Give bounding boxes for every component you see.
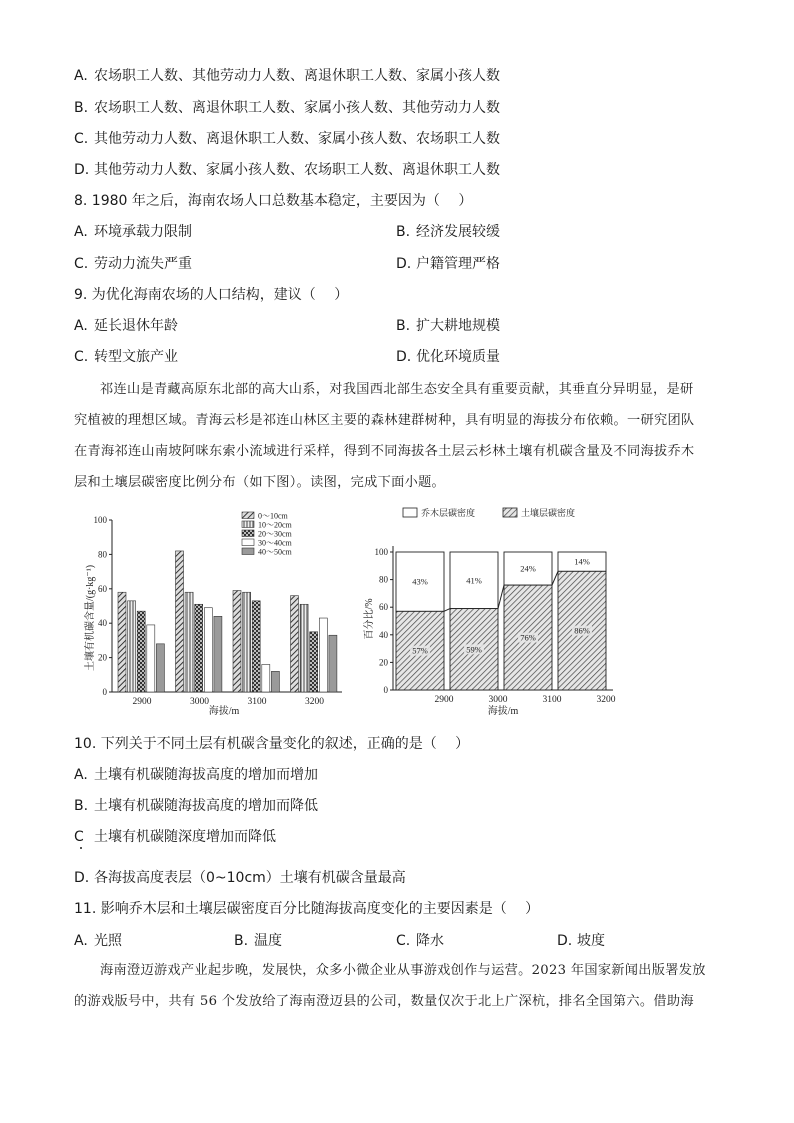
- chart1-bar: [137, 611, 145, 692]
- q9-option-d: D. 优化环境质量: [396, 349, 500, 365]
- chart2-x-tick-label: 3200: [596, 695, 616, 705]
- chart1-legend-swatch: [242, 512, 254, 519]
- chart1-legend-swatch: [242, 548, 254, 555]
- passage1-line-2: 究植被的理想区域。青海云杉是祁连山林区主要的森林建群树种，具有明显的海拔分布依赖。一研究团队: [74, 413, 695, 428]
- chart2-y-tick-label: 60: [379, 602, 388, 613]
- chart1-legend-swatch: [242, 521, 254, 528]
- chart2-y-tick-label: 100: [374, 547, 388, 557]
- q10-option-b: B. 土壤有机碳随海拔高度的增加而降低: [74, 798, 318, 814]
- chart2-tree-label: 24%: [520, 563, 536, 574]
- q9-option-a: A. 延长退休年龄: [74, 318, 178, 334]
- passage2-line-2: 的游戏版号中，共有 56 个发放给了海南澄迈县的公司，数量仅次于北上广深杭，排名全国第六。借助海: [74, 994, 694, 1009]
- chart1-bar: [185, 592, 193, 692]
- chart2-connector-line: [498, 585, 504, 608]
- q10-stem: 10. 下列关于不同土层有机碳含量变化的叙述，正确的是（ ）: [74, 736, 470, 752]
- chart1-y-tick-label: 60: [98, 583, 107, 594]
- chart1-bar: [300, 604, 308, 692]
- chart1-bar: [291, 596, 299, 692]
- chart1-x-tick-label: 3200: [305, 697, 324, 707]
- stray-mark: [80, 847, 82, 849]
- chart1-y-tick-label: 0: [102, 687, 107, 697]
- chart1-y-tick-label: 40: [98, 618, 107, 629]
- q7-option-c: C. 其他劳动力人数、离退休职工人数、家属小孩人数、农场职工人数: [74, 131, 500, 147]
- chart2-legend-label: 乔木层碳密度: [421, 508, 476, 518]
- chart2-x-tick-label: 3100: [542, 695, 562, 705]
- passage2-line-1: 海南澄迈游戏产业起步晚，发展快，众多小微企业从事游戏创作与运营。2023 年国家新闻出版署发放: [100, 963, 706, 978]
- chart2-legend-label: 土壤层碳密度: [521, 508, 576, 518]
- chart1-x-tick-label: 3000: [190, 697, 209, 707]
- chart1-bar: [319, 618, 327, 692]
- chart1-bar: [329, 635, 337, 692]
- chart1-legend-label: 10～20cm: [258, 520, 292, 530]
- carbon-density-percentage-chart: [363, 504, 619, 718]
- chart1-bar: [118, 592, 126, 692]
- q8-option-b: B. 经济发展较缓: [396, 224, 500, 240]
- q11-option-d: D. 坡度: [557, 933, 605, 949]
- chart1-legend-label: 0～10cm: [258, 511, 288, 521]
- chart2-legend-swatch: [403, 508, 417, 517]
- chart2-y-tick-label: 0: [383, 685, 388, 695]
- chart1-bar: [262, 664, 270, 692]
- soil-organic-carbon-chart: [84, 506, 354, 718]
- chart1-bar: [128, 601, 136, 692]
- q7-option-a: A. 农场职工人数、其他劳动力人数、离退休职工人数、家属小孩人数: [74, 68, 500, 84]
- q9-stem: 9. 为优化海南农场的人口结构，建议（ ）: [74, 287, 349, 303]
- chart1-bar: [271, 671, 279, 692]
- q10-option-c: C 土壤有机碳随深度增加而降低: [74, 829, 276, 845]
- passage1-line-4: 层和土壤层碳密度比例分布（如下图）。读图，完成下面小题。: [74, 475, 446, 490]
- chart2-connector-line: [552, 571, 558, 585]
- passage1-line-1: 祁连山是青藏高原东北部的高大山系，对我国西北部生态安全具有重要贡献，其垂直分异明显，是研: [100, 382, 694, 397]
- chart1-bar: [147, 625, 155, 692]
- chart2-tree-label: 43%: [412, 576, 428, 587]
- chart1-bar: [252, 601, 260, 692]
- chart2-x-tick-label: 2900: [434, 695, 454, 705]
- chart1-legend-label: 20～30cm: [258, 529, 292, 539]
- chart1-xlabel: 海拔/m: [208, 706, 240, 717]
- passage1-line-3: 在青海祁连山南坡阿咪东索小流域进行采样，得到不同海拔各土层云杉林土壤有机碳含量及不同海拔乔木: [74, 444, 695, 459]
- chart2-y-tick-label: 20: [379, 657, 388, 668]
- chart1-bar: [214, 616, 222, 692]
- q8-option-c: C. 劳动力流失严重: [74, 256, 192, 272]
- q11-option-a: A. 光照: [74, 933, 122, 949]
- chart2-y-tick-label: 40: [379, 629, 388, 640]
- chart1-y-tick-label: 80: [98, 549, 107, 560]
- chart1-bar: [243, 592, 251, 692]
- chart2-soil-label: 57%: [412, 645, 428, 656]
- q7-option-d: D. 其他劳动力人数、家属小孩人数、农场职工人数、离退休职工人数: [74, 162, 500, 178]
- q11-option-b: B. 温度: [234, 933, 282, 949]
- chart2-tree-label: 14%: [574, 556, 590, 567]
- q8-stem: 8. 1980 年之后，海南农场人口总数基本稳定，主要因为（ ）: [74, 193, 473, 209]
- q9-option-c: C. 转型文旅产业: [74, 349, 178, 365]
- chart1-legend-label: 40～50cm: [258, 547, 292, 557]
- chart1-legend-label: 30～40cm: [258, 538, 292, 548]
- chart2-connector-line: [444, 609, 450, 612]
- chart1-bar: [204, 608, 212, 692]
- chart2-x-tick-label: 3000: [488, 695, 508, 705]
- q11-stem: 11. 影响乔木层和土壤层碳密度百分比随海拔高度变化的主要因素是（ ）: [74, 901, 540, 917]
- q8-option-a: A. 环境承载力限制: [74, 224, 192, 240]
- chart2-ylabel: 百分比/%: [364, 598, 375, 640]
- q9-option-b: B. 扩大耕地规模: [396, 318, 500, 334]
- chart1-y-tick-label: 100: [93, 515, 107, 525]
- chart2-y-tick-label: 80: [379, 574, 388, 585]
- chart2-soil-label: 86%: [574, 625, 590, 636]
- q10-option-d: D. 各海拔高度表层（0~10cm）土壤有机碳含量最高: [74, 870, 406, 886]
- chart1-bar: [195, 604, 203, 692]
- chart1-legend-swatch: [242, 530, 254, 537]
- chart1-legend-swatch: [242, 539, 254, 546]
- q10-option-a: A. 土壤有机碳随海拔高度的增加而增加: [74, 767, 318, 783]
- chart1-bar: [156, 644, 164, 692]
- chart1-bar: [233, 591, 241, 692]
- q11-option-c: C. 降水: [396, 933, 444, 949]
- chart1-y-tick-label: 20: [98, 652, 107, 663]
- chart2-soil-label: 59%: [466, 644, 482, 655]
- chart1-ylabel: 土壤有机碳含量/(g·kg⁻¹): [85, 564, 96, 672]
- chart1-x-tick-label: 3100: [247, 697, 267, 707]
- chart2-soil-label: 76%: [520, 632, 536, 643]
- chart1-bar: [310, 632, 318, 692]
- q7-option-b: B. 农场职工人数、离退休职工人数、家属小孩人数、其他劳动力人数: [74, 100, 500, 116]
- chart1-x-tick-label: 2900: [132, 697, 152, 707]
- chart2-legend-swatch: [503, 508, 517, 517]
- chart2-tree-label: 41%: [466, 575, 482, 586]
- q8-option-d: D. 户籍管理严格: [396, 256, 500, 272]
- chart1-bar: [176, 551, 184, 692]
- chart2-xlabel: 海拔/m: [487, 706, 519, 717]
